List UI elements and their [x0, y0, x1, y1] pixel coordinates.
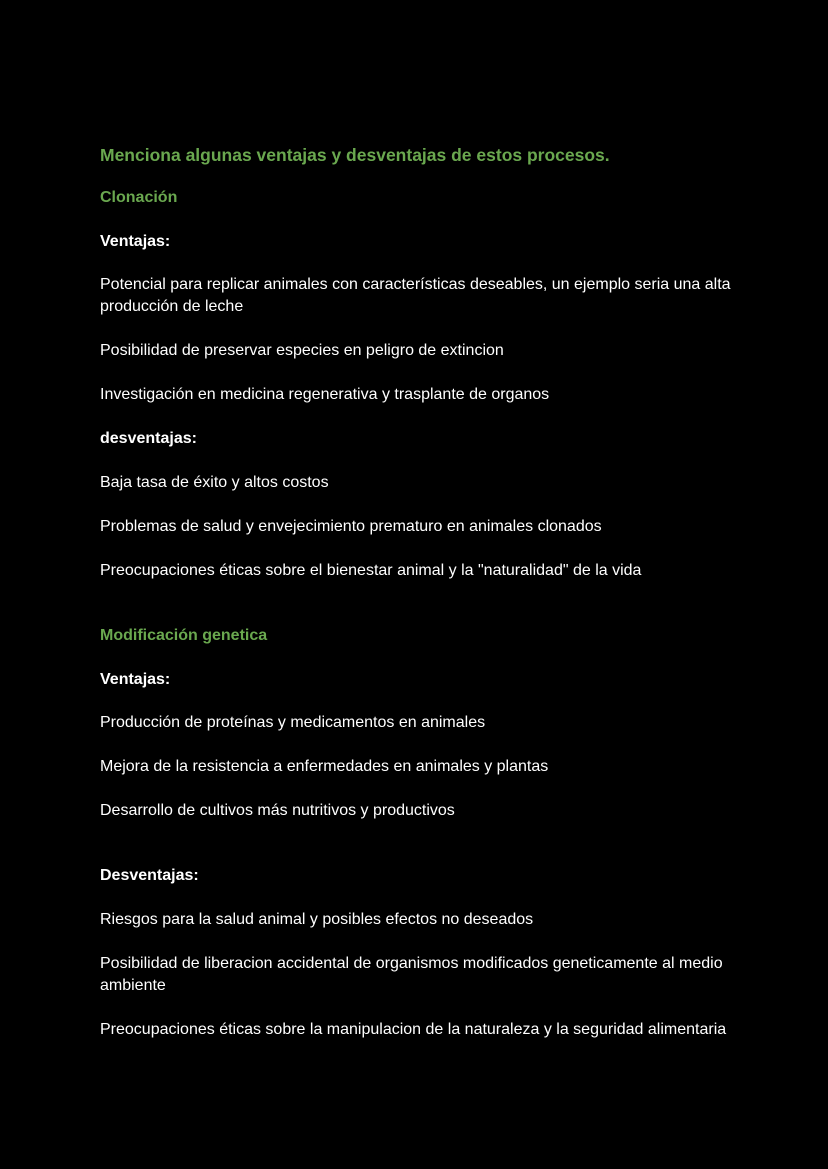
disadvantages-label: Desventajas:: [100, 867, 199, 884]
list-item: Mejora de la resistencia a enfermedades en animales y plantas: [100, 758, 549, 775]
list-item: Posibilidad de liberacion accidental de organismos modificados geneticamente al medio ambiente: [100, 955, 723, 994]
list-item: Investigación en medicina regenerativa y trasplante de organos: [100, 386, 550, 403]
page-title: Menciona algunas ventajas y desventajas de estos procesos.: [100, 145, 610, 165]
list-item: Producción de proteínas y medicamentos en animales: [100, 714, 486, 731]
list-item: Posibilidad de preservar especies en peligro de extincion: [100, 342, 504, 359]
list-item: Problemas de salud y envejecimiento prematuro en animales clonados: [100, 518, 602, 535]
section-heading-clonacion: Clonación: [100, 189, 178, 206]
list-item: Desarrollo de cultivos más nutritivos y productivos: [100, 802, 455, 819]
advantages-label: Ventajas:: [100, 671, 171, 688]
list-item: Potencial para replicar animales con características deseables, un ejemplo seria una alta producción de leche: [100, 276, 731, 315]
list-item: Riesgos para la salud animal y posibles efectos no deseados: [100, 911, 534, 928]
list-item: Preocupaciones éticas sobre la manipulacion de la naturaleza y la seguridad alimentaria: [100, 1021, 727, 1038]
section-heading-modificacion-genetica: Modificación genetica: [100, 627, 268, 644]
disadvantages-label: desventajas:: [100, 430, 197, 447]
list-item: Preocupaciones éticas sobre el bienestar animal y la "naturalidad" de la vida: [100, 562, 642, 579]
document-page: [100, 144, 740, 1041]
list-item: Baja tasa de éxito y altos costos: [100, 474, 329, 491]
advantages-label: Ventajas:: [100, 233, 171, 250]
